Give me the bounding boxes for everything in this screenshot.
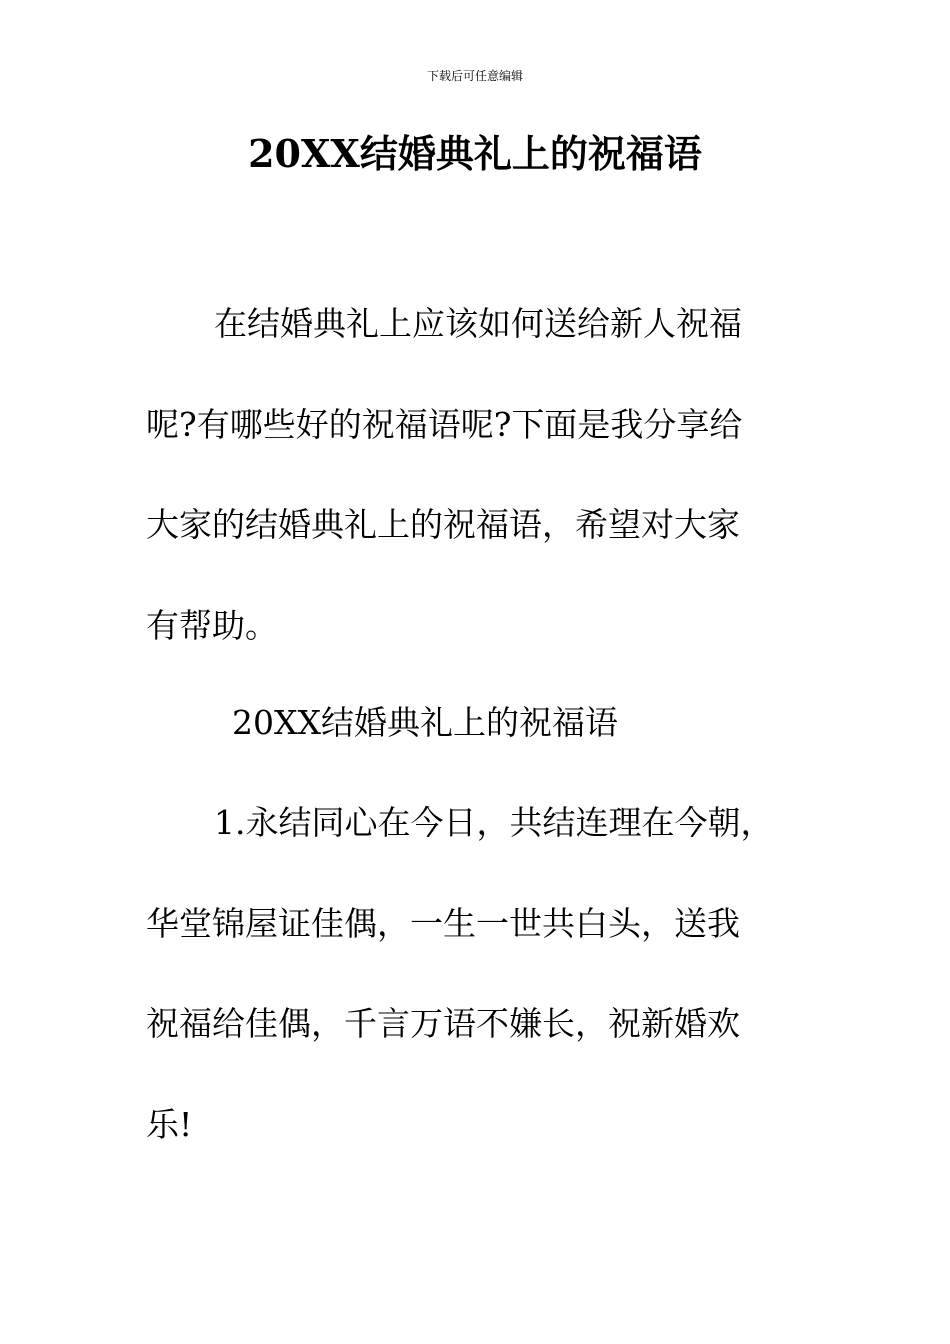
intro-line-1: 在结婚典礼上应该如何送给新人祝福 xyxy=(214,304,742,343)
wish-1-line-1: 1.永结同心在今日，共结连理在今朝， xyxy=(214,803,774,842)
wish-1-line-2: 华堂锦屋证佳偶，一生一世共白头，送我 xyxy=(146,904,740,943)
intro-line-3: 大家的结婚典礼上的祝福语，希望对大家 xyxy=(146,505,740,544)
intro-line-2: 呢?有哪些好的祝福语呢?下面是我分享给 xyxy=(146,405,743,444)
section-heading: 20XX结婚典礼上的祝福语 xyxy=(232,703,618,742)
document-title: 20XX结婚典礼上的祝福语 xyxy=(248,131,702,176)
header-note: 下载后可任意编辑 xyxy=(426,69,523,83)
wish-1-line-4: 乐! xyxy=(146,1105,193,1144)
intro-line-4: 有帮助。 xyxy=(146,606,278,645)
wish-1-line-3: 祝福给佳偶，千言万语不嫌长，祝新婚欢 xyxy=(146,1004,740,1043)
